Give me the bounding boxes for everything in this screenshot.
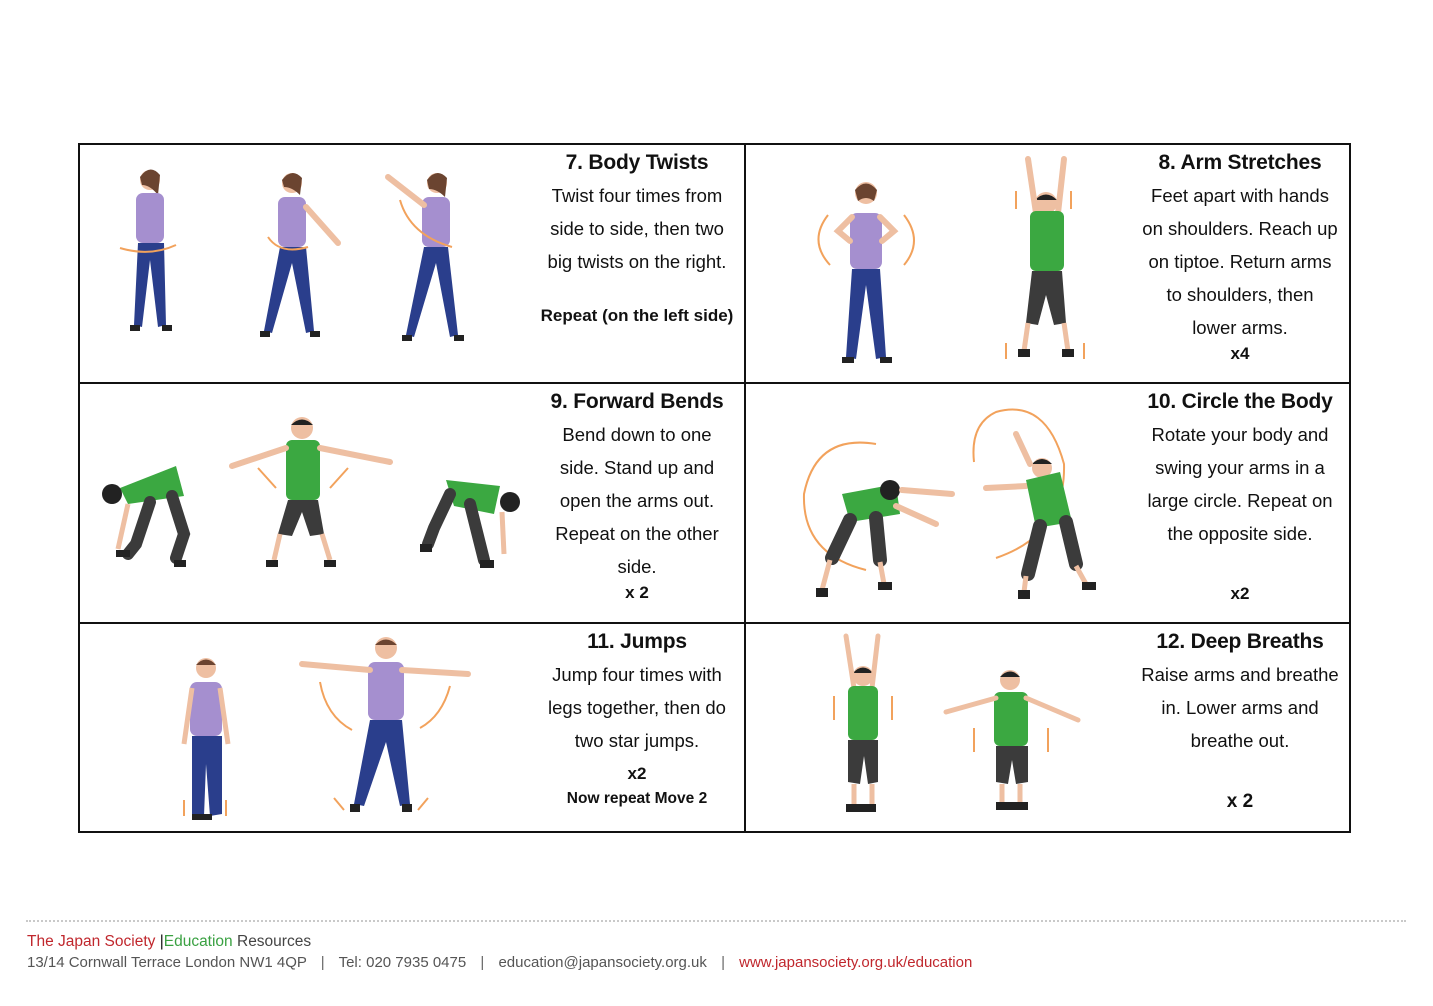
exercise-repeat-count: x4 — [1230, 344, 1250, 363]
exercise-title: 9. Forward Bends — [550, 390, 724, 413]
footer-divider — [26, 920, 1406, 922]
body-twists-text — [530, 145, 744, 382]
exercise-title: 8. Arm Stretches — [1158, 151, 1322, 174]
exercise-title: 12. Deep Breaths — [1156, 630, 1324, 653]
footer-address: 13/14 Cornwall Terrace London NW1 4QP — [27, 954, 307, 971]
description-line: Rotate your body and — [1151, 424, 1329, 445]
footer-org-name: The Japan Society — [27, 933, 156, 950]
exercise-repeat-count: x 2 — [625, 583, 649, 602]
arm-stretches-text — [1131, 145, 1349, 382]
circle-the-body-text — [1131, 384, 1349, 622]
exercise-title: 7. Body Twists — [565, 151, 709, 174]
footer-education: Education — [163, 933, 233, 950]
exercise-card-jumps — [80, 624, 744, 831]
exercise-grid — [78, 143, 1351, 833]
footer-contact — [27, 954, 972, 971]
footer-separator: | — [320, 954, 325, 971]
description-line: legs together, then do — [548, 697, 726, 718]
exercise-repeat-note: Repeat (on the left side) — [540, 306, 734, 325]
exercise-card-forward-bends — [80, 384, 744, 622]
exercise-description — [1131, 658, 1349, 757]
deep-breaths-text — [1131, 624, 1349, 831]
exercise-card-circle-the-body — [746, 384, 1349, 622]
exercise-repeat-count: x2 — [1230, 584, 1250, 603]
description-line: swing your arms in a — [1155, 457, 1325, 478]
description-line: lower arms. — [1192, 317, 1288, 338]
description-line: in. Lower arms and — [1161, 697, 1319, 718]
exercise-repeat-note: Now repeat Move 2 — [566, 790, 708, 807]
exercise-description — [1131, 418, 1349, 550]
description-line: Bend down to one — [562, 424, 712, 445]
description-line: large circle. Repeat on — [1147, 490, 1333, 511]
description-line: open the arms out. — [559, 490, 715, 511]
description-line: the opposite side. — [1167, 523, 1313, 544]
footer-website-link[interactable]: www.japansociety.org.uk/education — [739, 954, 973, 971]
description-line: big twists on the right. — [547, 251, 727, 272]
description-line: breathe out. — [1190, 730, 1290, 751]
footer-separator: | — [480, 954, 485, 971]
footer-email-link[interactable]: education@japansociety.org.uk — [498, 954, 707, 971]
arm-stretches-illustration — [746, 145, 1131, 382]
description-line: on shoulders. Reach up — [1142, 218, 1338, 239]
forward-bends-text — [530, 384, 744, 622]
exercise-title: 10. Circle the Body — [1147, 390, 1333, 413]
description-line: Twist four times from — [551, 185, 723, 206]
description-line: side. Stand up and — [559, 457, 715, 478]
footer-resources: Resources — [232, 933, 312, 950]
deep-breaths-illustration — [746, 624, 1131, 831]
jumps-text — [530, 624, 744, 831]
footer-brand-divider: | — [159, 933, 164, 950]
description-line: Feet apart with hands — [1151, 185, 1329, 206]
exercise-repeat-count: x 2 — [1226, 791, 1254, 812]
jumps-illustration — [80, 624, 530, 831]
exercise-title: 11. Jumps — [587, 630, 687, 653]
description-line: Repeat on the other — [555, 523, 719, 544]
forward-bends-illustration — [80, 384, 530, 622]
description-line: to shoulders, then — [1166, 284, 1314, 305]
footer-telephone: Tel: 020 7935 0475 — [338, 954, 467, 971]
exercise-description — [530, 418, 744, 583]
exercise-card-arm-stretches — [746, 145, 1349, 382]
exercise-description — [530, 658, 744, 757]
exercise-card-deep-breaths — [746, 624, 1349, 831]
exercise-description — [1131, 179, 1349, 344]
footer-separator: | — [721, 954, 725, 971]
description-line: on tiptoe. Return arms — [1148, 251, 1332, 272]
description-line: side. — [617, 556, 657, 577]
exercise-description — [530, 179, 744, 278]
circle-the-body-illustration — [746, 384, 1131, 622]
description-line: Jump four times with — [552, 664, 722, 685]
description-line: side to side, then two — [550, 218, 724, 239]
description-line: Raise arms and breathe — [1141, 664, 1339, 685]
exercise-repeat-count: x2 — [627, 764, 647, 783]
footer-brand — [27, 933, 311, 951]
exercise-card-body-twists — [80, 145, 744, 382]
description-line: two star jumps. — [574, 730, 700, 751]
body-twists-illustration — [80, 145, 530, 382]
